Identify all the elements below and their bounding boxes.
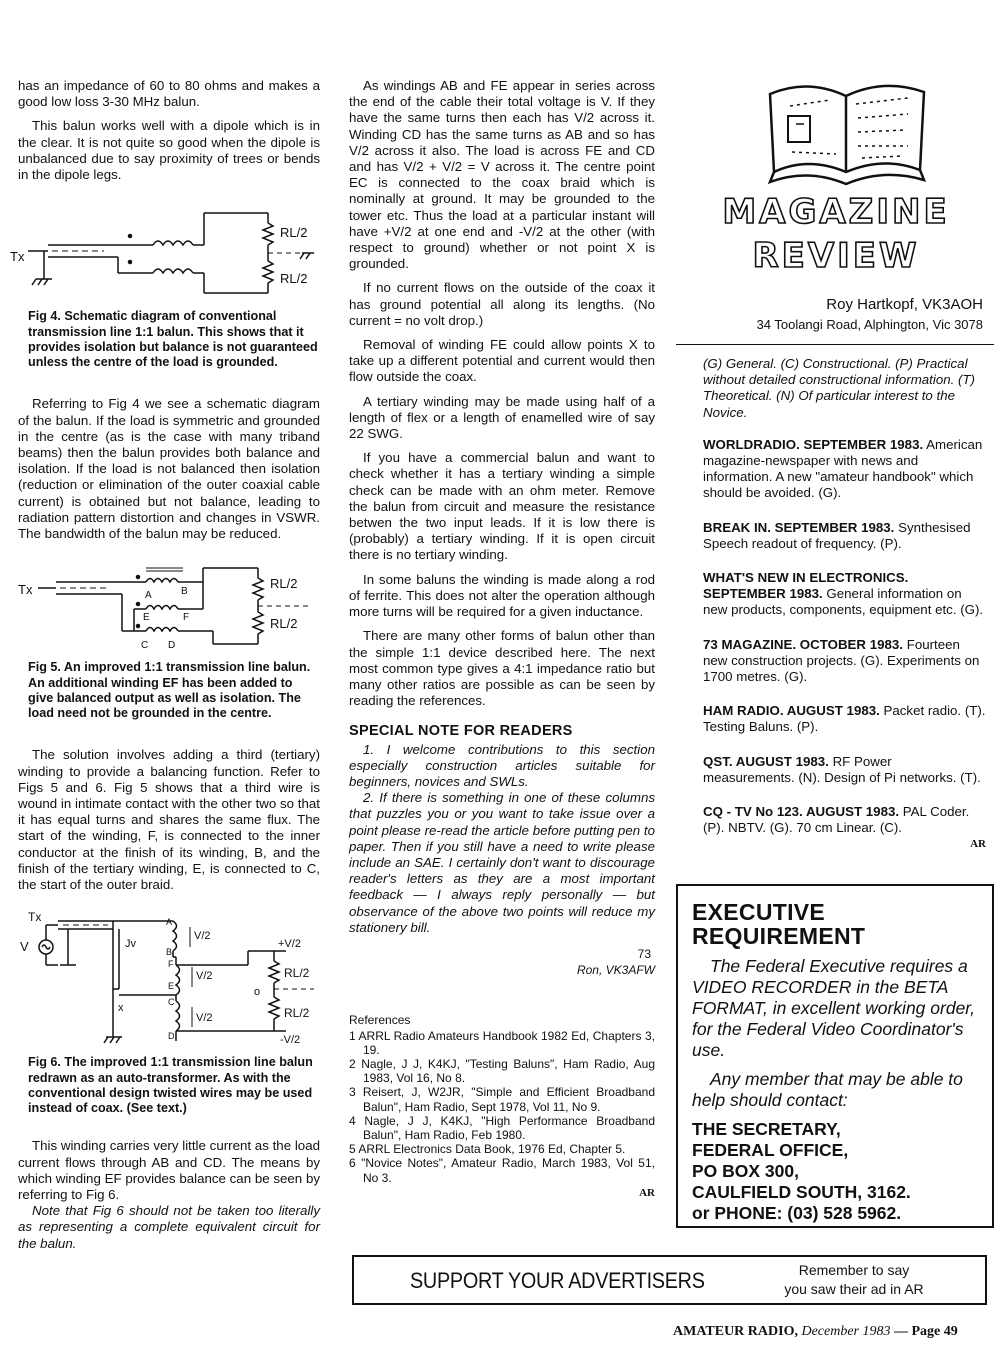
- support-advertisers-banner: [352, 1255, 987, 1305]
- fig6-minus-v2: -V/2: [280, 1034, 301, 1047]
- review-item-text: Synthesised Speech readout of frequency. (P).: [703, 519, 971, 551]
- review-item-title: WORLDRADIO. SEPTEMBER 1983.: [703, 436, 924, 452]
- col1-paragraph: This balun works well with a dipole which is in the clear. It is not quite so good when the dipole is unbalanced due to say proximity of trees or bends in the dipole legs.: [18, 118, 320, 183]
- review-list: [703, 356, 986, 853]
- executive-request: The Federal Executive requires a VIDEO RECORDER in the BETA FORMAT, in excellent working order, for the Federal Video Coordinator's use.: [692, 956, 976, 1060]
- review-item-text: RF Power measurements. (N). Design of Pi networks. (T).: [703, 753, 981, 785]
- col1-note: Note that Fig 6 should not be taken too literally as representing a complete equivalent circuit for the balun.: [18, 1203, 320, 1251]
- reference-item: 5 ARRL Electronics Data Book, 1976 Ed, Chapter 5.: [349, 1142, 626, 1157]
- fig5-rl-bottom: RL/2: [270, 616, 298, 632]
- fig6-v2-cd: V/2: [196, 1012, 213, 1025]
- reference-item: 3 Reisert, J, W2JR, "Simple and Efficient Broadband Balun", Ham Radio, Sept 1978, Vol 11, No 9.: [349, 1085, 655, 1114]
- signature-73: 73: [637, 946, 651, 961]
- contact-phone: or PHONE: (03) 528 5962.: [692, 1203, 902, 1223]
- fig5-caption: Fig 5. An improved 1:1 transmission line balun. An additional winding EF has been added to give balanced output as well as isolation. The load need not be grounded in the centre.: [28, 660, 311, 721]
- page-footer: [673, 1324, 958, 1340]
- reference-item: 2 Nagle, J J, K4KJ, "Testing Baluns", Ham Radio, Aug 1983, Vol 16, No 8.: [349, 1056, 655, 1086]
- fig5-label-f: F: [183, 612, 190, 624]
- col2-paragraph: Removal of winding FE could allow points X to take up a different potential and current would then flow outside the coax.: [349, 337, 655, 385]
- fig5-schematic: [18, 556, 320, 652]
- review-legend: (G) General. (C) Constructional. (P) Practical without detailed constructional information. (T) Theoretical. (N) Of particular interest to the Novice.: [703, 356, 975, 420]
- title-review: REVIEW: [752, 236, 920, 276]
- fig6-caption: Fig 6. The improved 1:1 transmission line balun redrawn as an auto-transformer. As with the conventional design twisted wires may be used instead of coax. (See text.): [28, 1055, 313, 1116]
- executive-contact-intro: Any member that may be able to help should contact:: [692, 1069, 963, 1110]
- fig4-rl-top: RL/2: [280, 225, 308, 241]
- executive-heading: [692, 900, 982, 948]
- col2-paragraph: As windings AB and FE appear in series across the end of the cable their total voltage is V. If they have the same turns then each has V/2 across it. Winding CD has the same turns as AB and so has V/2 across it also. The load is across FE and CD and has V/2 + V/2 = V across it. The centre point EC is connected to the coax braid which is nominally at ground. It may be grounded to the tower etc. Thus the load at a particular instant will have +V/2 at one end and -V/2 at the other (with respect to ground) whether or not point X is grounded.: [349, 78, 655, 272]
- fig6-label-a: A: [166, 917, 173, 928]
- review-item-text: PAL Coder. (P). NBTV. (G). 70 cm Linear. (C).: [703, 804, 970, 836]
- fig5-tx-label: Tx: [18, 582, 33, 598]
- fig5-label-e: E: [143, 612, 150, 624]
- review-author: Roy Hartkopf, VK3AOH: [826, 296, 983, 313]
- support-side-text-1: Remember to say: [798, 1262, 910, 1278]
- review-item: [703, 637, 986, 686]
- review-item-title: WHAT'S NEW IN ELECTRONICS. SEPTEMBER 1983.: [703, 570, 909, 602]
- review-item-title: 73 MAGAZINE. OCTOBER 1983.: [703, 636, 903, 652]
- support-main-text: SUPPORT YOUR ADVERTISERS: [410, 1268, 705, 1293]
- fig6-v2-ab: V/2: [194, 930, 211, 943]
- executive-heading-2: REQUIREMENT: [692, 923, 866, 949]
- fig6-label-f: F: [168, 959, 174, 970]
- fig6-v-label: V: [20, 939, 29, 955]
- fig4-tx-label: Tx: [10, 249, 25, 265]
- col2-paragraph: A tertiary winding may be made using half of a length of flex or a length of enamelled wire of say 22 SWG.: [349, 393, 655, 442]
- fig6-label-c: C: [168, 997, 175, 1008]
- fig6-label-d: D: [168, 1031, 175, 1042]
- fig6-label-b: B: [166, 947, 173, 958]
- review-ar-mark: AR: [970, 838, 986, 851]
- fig6-plus-v2: +V/2: [278, 938, 301, 951]
- ar-mark: AR: [639, 1186, 655, 1199]
- col2-paragraph: In some baluns the winding is made along a rod of ferrite. This does not alter the operation although more turns will be required for a given inductance.: [349, 571, 655, 620]
- footer-magazine: AMATEUR RADIO,: [673, 1324, 798, 1339]
- fig5-label-d: D: [168, 640, 176, 652]
- col2-paragraph: There are many other forms of balun other than the simple 1:1 device described here. The next most common type gives a 4:1 impedance ratio but many other ratios are possible as can be seen by reading the references.: [349, 628, 655, 709]
- review-divider: [676, 344, 994, 345]
- fig5-label-c: C: [141, 640, 149, 652]
- col1-paragraph: Referring to Fig 4 we see a schematic diagram of the balun. If the load is symmetric and grounded in the centre (as is the case with many triband beams) then the balun provides both balance and isolation. If the load is not balanced then isolation (reduction or elimination of the outer coaxial cable current) is obtained but not balance, leading to radiation pattern distortion and changes in VSWR. The bandwidth of the balun may be reduced.: [18, 396, 320, 542]
- fig5-label-a: A: [145, 590, 152, 602]
- executive-heading-1: EXECUTIVE: [692, 899, 826, 925]
- book-illustration: [762, 74, 934, 190]
- column-2: [349, 78, 655, 1201]
- fig4-rl-bottom: RL/2: [280, 271, 308, 287]
- references-heading: References: [349, 1013, 411, 1028]
- executive-requirement-box: [676, 884, 994, 1228]
- reference-item: 1 ARRL Radio Amateurs Handbook 1982 Ed, Chapters 3, 19.: [349, 1028, 655, 1057]
- fig6-rl-bottom: RL/2: [284, 1006, 310, 1021]
- fig6-schematic: [18, 907, 320, 1047]
- col1-paragraph: has an impedance of 60 to 80 ohms and makes a good low loss 3-30 MHz balun.: [18, 78, 320, 110]
- fig5-label-b: B: [181, 586, 188, 598]
- review-item-title: BREAK IN. SEPTEMBER 1983.: [703, 519, 895, 535]
- review-item: [703, 437, 986, 502]
- col2-paragraph: If no current flows on the outside of the coax it has ground potential all along its lengths. (No current = no volt drop.): [349, 280, 655, 328]
- special-note-heading: SPECIAL NOTE FOR READERS: [349, 723, 573, 740]
- review-item: [703, 804, 986, 836]
- fig4-caption: Fig 4. Schematic diagram of conventional transmission line 1:1 balun. This shows that it provides isolation but balance is not guaranteed unless the centre of the load is grounded.: [28, 309, 318, 370]
- footer-page: — Page 49: [894, 1324, 958, 1339]
- review-item-text: Fourteen new construction projects. (G). Experiments on 1700 metres. (G).: [703, 636, 980, 685]
- column-1: [10, 78, 320, 1260]
- review-item-title: HAM RADIO. AUGUST 1983.: [703, 703, 880, 719]
- fig6-tx-label: Tx: [28, 910, 42, 925]
- reference-item: 4 Nagle, J J, K4KJ, "High Performance Broadband Balun", Ham Radio, Feb 1980.: [349, 1113, 655, 1142]
- review-item-text: General information on new products, components, equipment etc. (G).: [703, 586, 984, 618]
- contact-line: THE SECRETARY,: [692, 1119, 841, 1139]
- review-item: [703, 570, 986, 619]
- fig6-label-e: E: [168, 981, 175, 992]
- fig5-rl-top: RL/2: [270, 576, 298, 592]
- special-note-2: 2. If there is something in one of these columns that puzzles you or you want to take issue over a point please re-read the article before putting pen to paper. Then if you still have a need to write please include an SAE. I certainly don't want to discourage reader's letters as they are a most important feedback — I always reply personally — but observance of the above two points will reduce my stationery bill.: [349, 790, 655, 935]
- footer-date: December 1983: [801, 1324, 891, 1339]
- signature-name: Ron, VK3AFW: [576, 963, 655, 978]
- review-item: [703, 520, 986, 552]
- special-note-1: 1. I welcome contributions to this section especially construction articles suitable for beginners, novices and SWLs.: [349, 741, 655, 789]
- title-magazine: MAGAZINE: [722, 192, 950, 232]
- review-item-title: QST. AUGUST 1983.: [703, 753, 829, 769]
- contact-line: CAULFIELD SOUTH, 3162.: [692, 1182, 911, 1202]
- contact-line: PO BOX 300,: [692, 1161, 799, 1181]
- fig6-jv-label: Jv: [125, 938, 136, 951]
- review-item-title: CQ - TV No 123. AUGUST 1983.: [703, 804, 900, 820]
- col1-paragraph: This winding carries very little current as the load current flows through AB and CD. The means by which winding EF provides balance can be seen by referring to Fig 6.: [18, 1138, 320, 1203]
- review-item-text: Packet radio. (T). Testing Baluns. (P).: [703, 703, 986, 735]
- review-address: 34 Toolangi Road, Alphington, Vic 3078: [756, 317, 983, 332]
- review-item-text: American magazine-newspaper with news and information. A new "amateur handbook" which should be avoided. (G).: [703, 436, 983, 501]
- col2-paragraph: If you have a commercial balun and want to check whether it has a tertiary winding a simple check can be made with an ohm meter. Remove the balun from circuit and measure the resistance betwen the two input leads. If it is low there is (probably) a tertiary winding. If it is open circuit there is no tertiary winding.: [349, 450, 655, 563]
- references-list: [349, 1029, 655, 1185]
- fig4-schematic: [10, 193, 320, 303]
- col1-paragraph: The solution involves adding a third (tertiary) winding to provide a balancing function. Refer to Figs 5 and 6. Fig 5 shows that a third wire is wound in intimate contact with the other two so that it has equal turns and shares the same flux. The start of the winding, F, is connected to the inner conductor at the finish of its winding, B, and the finish of the tertiary winding, E, is connected to C, the start of the outer braid.: [18, 747, 320, 893]
- fig6-rl-top: RL/2: [284, 966, 310, 981]
- magazine-review-title: [700, 190, 972, 278]
- review-item: [703, 703, 986, 735]
- fig6-v2-fe: V/2: [196, 970, 213, 983]
- support-side-text-2: you saw their ad in AR: [784, 1281, 924, 1297]
- reference-item: 6 "Novice Notes", Amateur Radio, March 1983, Vol 51, No 3.: [349, 1156, 655, 1185]
- fig6-x-label: x: [118, 1002, 124, 1015]
- contact-line: FEDERAL OFFICE,: [692, 1140, 849, 1160]
- fig6-o-label: o: [254, 986, 261, 999]
- review-item: [703, 754, 986, 786]
